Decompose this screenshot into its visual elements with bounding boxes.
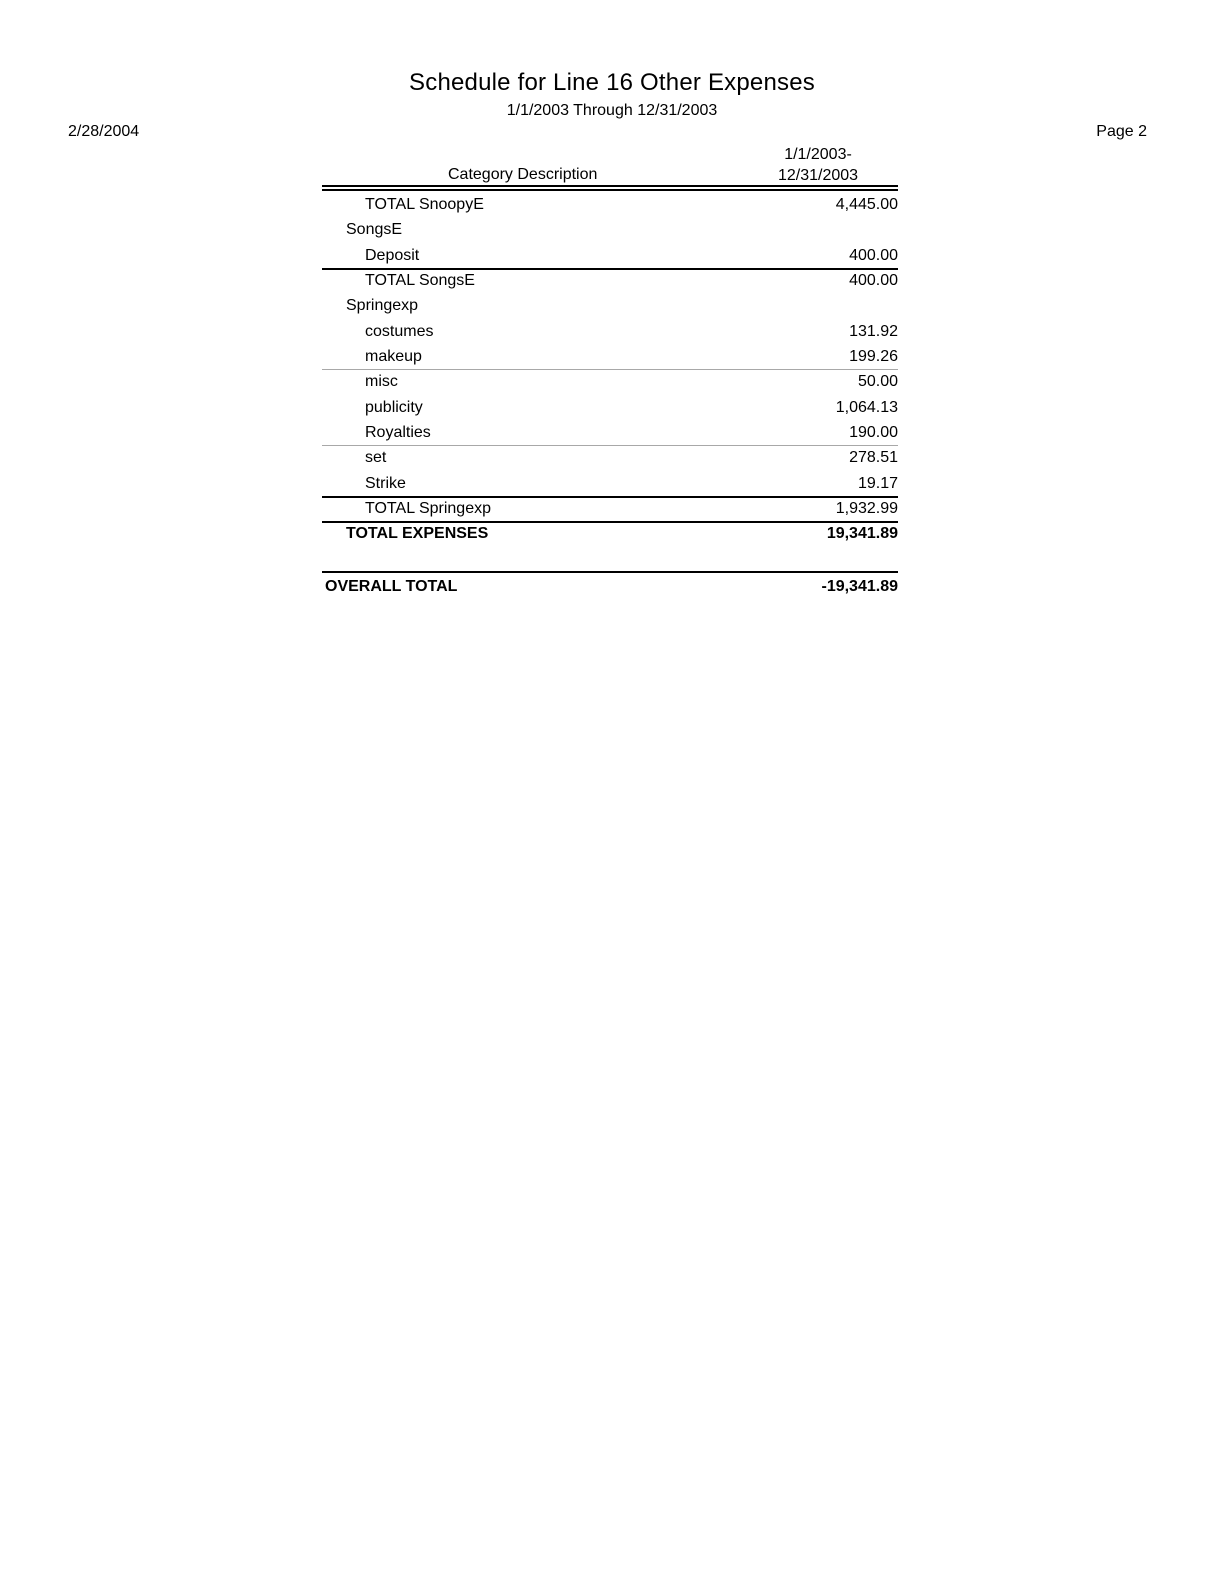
row-category-label: TOTAL EXPENSES bbox=[346, 525, 489, 543]
table-row bbox=[322, 217, 898, 242]
row-category-label: costumes bbox=[365, 322, 434, 340]
table-row bbox=[322, 395, 898, 420]
table-row bbox=[322, 243, 898, 268]
table-row bbox=[322, 268, 898, 293]
row-category-label: TOTAL SongsE bbox=[365, 271, 475, 289]
row-amount: 50.00 bbox=[857, 373, 898, 391]
table-row bbox=[322, 445, 898, 470]
category-column-header: Category Description bbox=[448, 166, 598, 183]
row-category-label: makeup bbox=[365, 347, 422, 365]
row-amount: 278.51 bbox=[849, 449, 898, 467]
row-amount: 131.92 bbox=[849, 322, 898, 340]
row-amount: 199.26 bbox=[849, 347, 898, 365]
row-amount: 19,341.89 bbox=[826, 525, 898, 543]
table-row bbox=[322, 369, 898, 394]
amount-column-header bbox=[738, 144, 898, 186]
table-row bbox=[322, 471, 898, 496]
row-category-label: Deposit bbox=[365, 246, 420, 264]
table-row bbox=[322, 521, 898, 546]
row-category-label: TOTAL SnoopyE bbox=[365, 196, 484, 213]
row-category-label: Springexp bbox=[346, 297, 419, 315]
overall-total-row bbox=[322, 571, 898, 595]
row-category-label: TOTAL Springexp bbox=[365, 499, 491, 517]
row-amount: 1,932.99 bbox=[835, 499, 898, 517]
row-category-label: set bbox=[365, 449, 387, 467]
table-row bbox=[322, 192, 898, 217]
row-category-label: SongsE bbox=[346, 221, 403, 239]
row-category-label: publicity bbox=[365, 398, 423, 416]
table-rows bbox=[322, 192, 898, 547]
row-amount: 19.17 bbox=[857, 474, 898, 492]
row-category-label: misc bbox=[365, 373, 398, 391]
amount-column-header-line2: 12/31/2003 bbox=[777, 167, 859, 184]
row-category-label: Strike bbox=[365, 474, 406, 492]
row-amount: 4,445.00 bbox=[835, 196, 898, 213]
table-row bbox=[322, 344, 898, 369]
report-date: 2/28/2004 bbox=[68, 123, 140, 140]
report-subtitle: 1/1/2003 Through 12/31/2003 bbox=[506, 102, 718, 119]
row-amount: 400.00 bbox=[849, 246, 898, 264]
row-amount: 190.00 bbox=[849, 423, 898, 441]
row-amount: 1,064.13 bbox=[835, 398, 898, 416]
row-category-label: Royalties bbox=[365, 423, 431, 441]
table-row bbox=[322, 319, 898, 344]
overall-total-amount: -19,341.89 bbox=[821, 578, 898, 595]
table-row bbox=[322, 293, 898, 318]
overall-total-label: OVERALL TOTAL bbox=[325, 578, 458, 595]
amount-column-header-line1: 1/1/2003- bbox=[784, 146, 852, 163]
header-double-rule bbox=[322, 185, 898, 191]
page-number: Page 2 bbox=[1096, 123, 1147, 140]
table-row bbox=[322, 496, 898, 521]
report-title: Schedule for Line 16 Other Expenses bbox=[409, 69, 815, 96]
row-amount: 400.00 bbox=[849, 271, 898, 289]
table-row bbox=[322, 420, 898, 445]
